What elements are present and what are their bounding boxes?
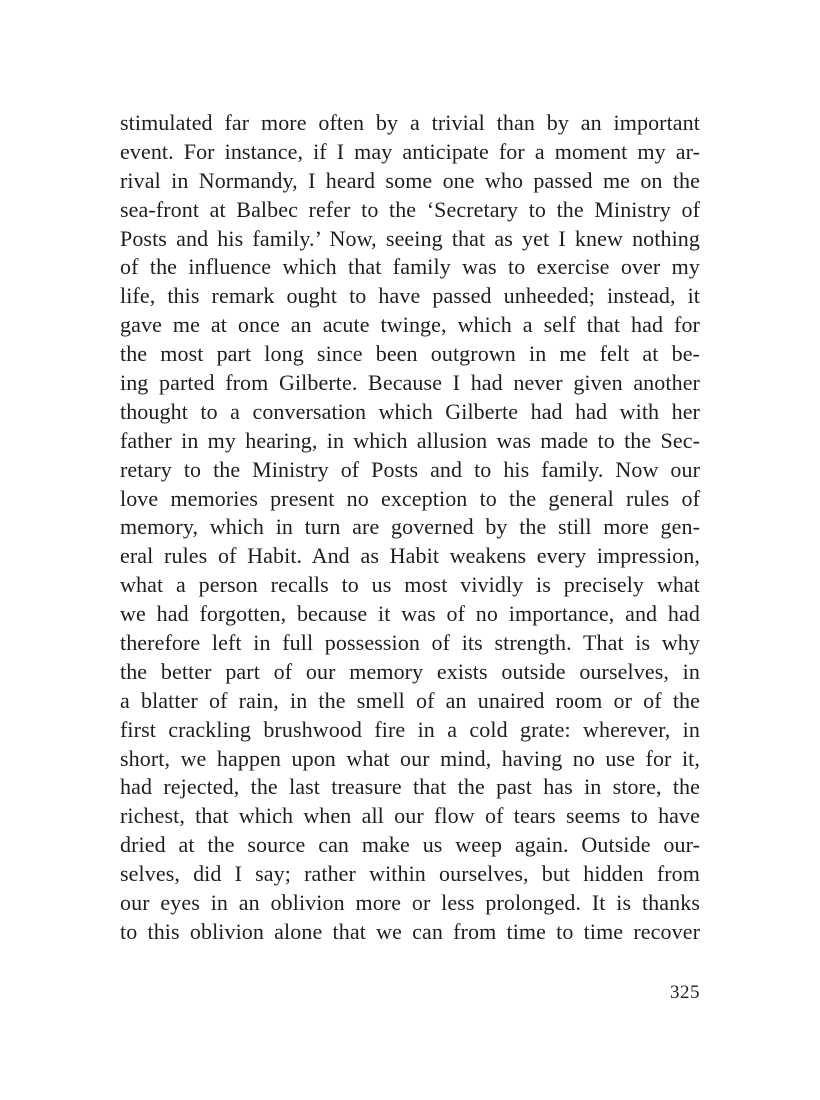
page-number: 325 [670,982,700,1003]
text-line: the better part of our memory exists outside ourselves, in [120,658,700,684]
text-line: father in my hearing, in which allusion was made to the Sec- [120,427,700,453]
text-line: event. For instance, if I may anticipate for a moment my ar- [120,138,700,164]
text-line: life, this remark ought to have passed unheeded; instead, it [120,283,700,309]
text-line: eral rules of Habit. And as Habit weakens every impression, [120,543,700,569]
text-line: to this oblivion alone that we can from time to time recover [120,918,700,944]
paragraph-text [120,109,700,947]
text-line: short, we happen upon what our mind, having no use for it, [120,745,700,771]
text-line: what a person recalls to us most vividly is precisely what [120,572,700,598]
text-line: the most part long since been outgrown in me felt at be- [120,341,700,367]
text-line: dried at the source can make us weep again. Outside our- [120,832,700,858]
text-line: a blatter of rain, in the smell of an unaired room or of the [120,687,700,713]
text-line: memory, which in turn are governed by the still more gen- [120,514,700,540]
text-line: stimulated far more often by a trivial than by an important [120,110,700,135]
text-line: therefore left in full possession of its strength. That is why [120,630,700,656]
text-line: thought to a conversation which Gilberte had had with her [120,398,700,424]
text-line: selves, did I say; rather within ourselves, but hidden from [120,861,700,887]
text-line: gave me at once an acute twinge, which a self that had for [120,312,700,338]
text-line: we had forgotten, because it was of no importance, and had [120,601,700,627]
text-line: rival in Normandy, I heard some one who passed me on the [120,167,700,193]
text-line: Posts and his family.’ Now, seeing that as yet I knew nothing [120,225,700,251]
text-line: first crackling brushwood fire in a cold grate: wherever, in [120,716,700,742]
text-line: had rejected, the last treasure that the past has in store, the [120,774,700,800]
text-line: love memories present no exception to the general rules of [120,485,700,511]
text-line: sea-front at Balbec refer to the ‘Secretary to the Ministry of [120,196,700,222]
text-line: retary to the Ministry of Posts and to his family. Now our [120,456,700,482]
text-line: our eyes in an oblivion more or less prolonged. It is thanks [120,890,700,916]
text-line: ing parted from Gilberte. Because I had never given another [120,370,700,396]
text-line: richest, that which when all our flow of tears seems to have [120,803,700,829]
text-line: of the influence which that family was to exercise over my [120,254,700,280]
